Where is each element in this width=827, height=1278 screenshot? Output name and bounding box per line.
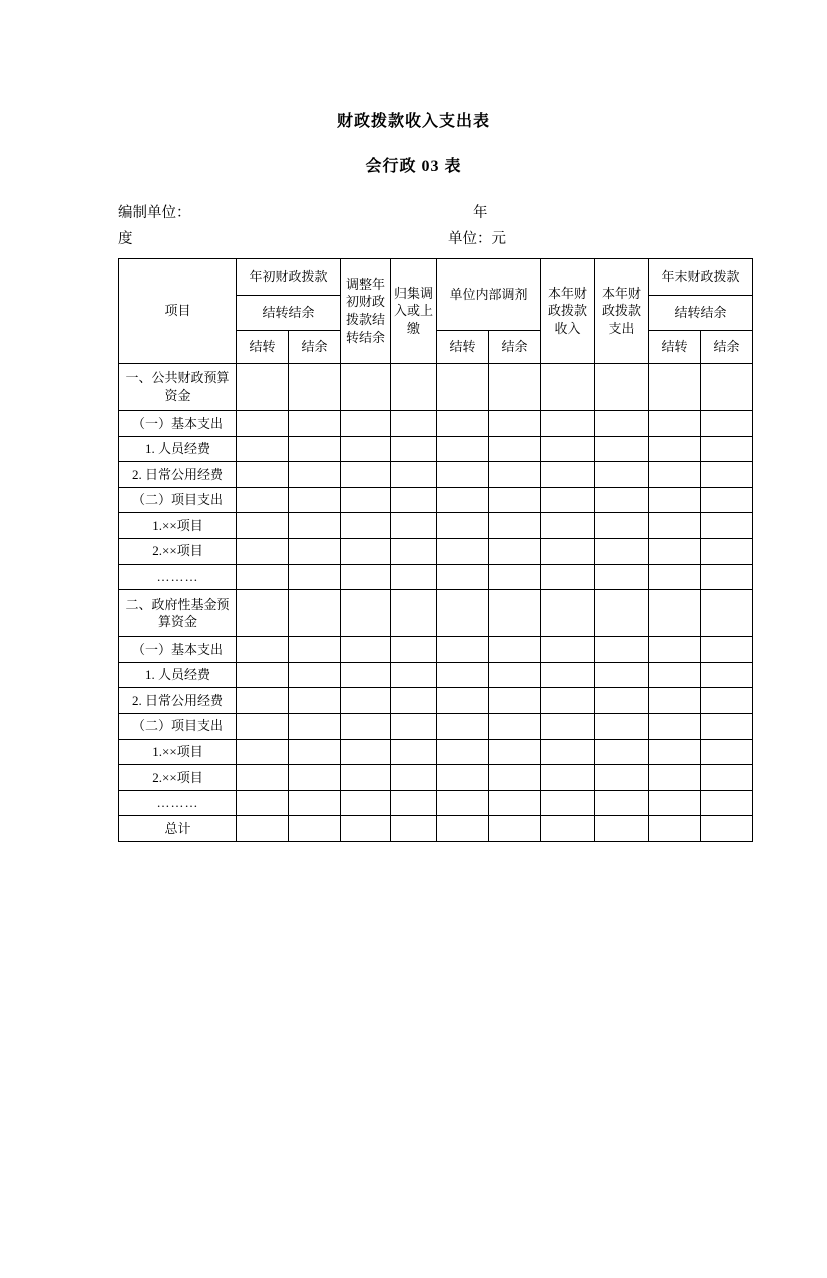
- cell-collect-up[interactable]: [391, 564, 437, 590]
- cell-end-carryover[interactable]: [649, 564, 701, 590]
- cell-end-balance[interactable]: [701, 765, 753, 791]
- header-end-alloc: 年末财政拨款: [649, 259, 753, 296]
- cell-collect-up[interactable]: [391, 688, 437, 714]
- cell-year-expense[interactable]: [595, 790, 649, 816]
- cell-begin-carryover[interactable]: [237, 765, 289, 791]
- cell-internal-balance[interactable]: [489, 713, 541, 739]
- cell-collect-up[interactable]: [391, 487, 437, 513]
- cell-begin-balance[interactable]: [289, 688, 341, 714]
- cell-internal-carryover[interactable]: [437, 662, 489, 688]
- cell-internal-balance[interactable]: [489, 436, 541, 462]
- table-row: [119, 713, 753, 739]
- cell-internal-carryover[interactable]: [437, 487, 489, 513]
- cell-internal-balance[interactable]: [489, 513, 541, 539]
- cell-year-expense[interactable]: [595, 816, 649, 842]
- table-row: [119, 790, 753, 816]
- cell-end-balance[interactable]: [701, 739, 753, 765]
- meta-row-1: [118, 200, 739, 226]
- cell-begin-balance[interactable]: [289, 513, 341, 539]
- cell-internal-balance[interactable]: [489, 487, 541, 513]
- table-row: [119, 462, 753, 488]
- table-row: [119, 688, 753, 714]
- cell-adjust-begin[interactable]: [341, 364, 391, 411]
- cell-year-expense[interactable]: [595, 637, 649, 663]
- header-end-carry-title: 结转结余: [649, 296, 753, 331]
- cell-internal-balance[interactable]: [489, 411, 541, 437]
- cell-internal-carryover[interactable]: [437, 637, 489, 663]
- cell-internal-carryover[interactable]: [437, 790, 489, 816]
- table-body: [119, 364, 753, 842]
- header-begin-balance: 结余: [289, 331, 341, 364]
- cell-year-revenue[interactable]: [541, 462, 595, 488]
- row-label: 1. 人员经费: [119, 662, 237, 688]
- cell-end-carryover[interactable]: [649, 739, 701, 765]
- cell-adjust-begin[interactable]: [341, 790, 391, 816]
- cell-end-balance[interactable]: [701, 364, 753, 411]
- cell-begin-balance[interactable]: [289, 538, 341, 564]
- cell-adjust-begin[interactable]: [341, 411, 391, 437]
- cell-internal-balance[interactable]: [489, 739, 541, 765]
- header-year-revenue: 本年财政拨款收入: [541, 259, 595, 364]
- cell-end-carryover[interactable]: [649, 765, 701, 791]
- cell-end-carryover[interactable]: [649, 637, 701, 663]
- cell-begin-carryover[interactable]: [237, 816, 289, 842]
- cell-year-expense[interactable]: [595, 564, 649, 590]
- cell-internal-carryover[interactable]: [437, 364, 489, 411]
- cell-year-expense[interactable]: [595, 364, 649, 411]
- row-label: 2.××项目: [119, 765, 237, 791]
- row-label: 2. 日常公用经费: [119, 688, 237, 714]
- cell-internal-carryover[interactable]: [437, 713, 489, 739]
- cell-internal-carryover[interactable]: [437, 564, 489, 590]
- cell-internal-balance[interactable]: [489, 590, 541, 637]
- cell-adjust-begin[interactable]: [341, 590, 391, 637]
- cell-adjust-begin[interactable]: [341, 688, 391, 714]
- cell-internal-balance[interactable]: [489, 662, 541, 688]
- cell-end-carryover[interactable]: [649, 713, 701, 739]
- cell-begin-carryover[interactable]: [237, 436, 289, 462]
- cell-begin-carryover[interactable]: [237, 713, 289, 739]
- cell-end-carryover[interactable]: [649, 590, 701, 637]
- header-internal-adjust: 单位内部调剂: [437, 259, 541, 331]
- cell-internal-carryover[interactable]: [437, 462, 489, 488]
- cell-internal-balance[interactable]: [489, 790, 541, 816]
- cell-internal-carryover[interactable]: [437, 688, 489, 714]
- cell-collect-up[interactable]: [391, 538, 437, 564]
- cell-adjust-begin[interactable]: [341, 637, 391, 663]
- cell-end-balance[interactable]: [701, 816, 753, 842]
- table-row: [119, 364, 753, 411]
- row-label: ………: [119, 564, 237, 590]
- cell-begin-balance[interactable]: [289, 364, 341, 411]
- cell-year-revenue[interactable]: [541, 564, 595, 590]
- cell-year-revenue[interactable]: [541, 411, 595, 437]
- cell-internal-carryover[interactable]: [437, 411, 489, 437]
- cell-year-expense[interactable]: [595, 436, 649, 462]
- row-label: （二）项目支出: [119, 487, 237, 513]
- cell-end-carryover[interactable]: [649, 436, 701, 462]
- cell-internal-balance[interactable]: [489, 462, 541, 488]
- cell-adjust-begin[interactable]: [341, 462, 391, 488]
- cell-begin-balance[interactable]: [289, 790, 341, 816]
- cell-collect-up[interactable]: [391, 765, 437, 791]
- cell-begin-balance[interactable]: [289, 713, 341, 739]
- cell-internal-balance[interactable]: [489, 564, 541, 590]
- cell-year-revenue[interactable]: [541, 765, 595, 791]
- cell-year-expense[interactable]: [595, 713, 649, 739]
- cell-internal-carryover[interactable]: [437, 538, 489, 564]
- cell-end-balance[interactable]: [701, 713, 753, 739]
- cell-end-balance[interactable]: [701, 564, 753, 590]
- cell-end-balance[interactable]: [701, 688, 753, 714]
- cell-year-revenue[interactable]: [541, 513, 595, 539]
- cell-adjust-begin[interactable]: [341, 564, 391, 590]
- cell-begin-carryover[interactable]: [237, 564, 289, 590]
- cell-year-revenue[interactable]: [541, 713, 595, 739]
- cell-year-revenue[interactable]: [541, 739, 595, 765]
- table-row: [119, 564, 753, 590]
- cell-begin-carryover[interactable]: [237, 462, 289, 488]
- cell-year-revenue[interactable]: [541, 487, 595, 513]
- cell-internal-carryover[interactable]: [437, 739, 489, 765]
- header-begin-carry-title: 结转结余: [237, 296, 341, 331]
- cell-begin-carryover[interactable]: [237, 739, 289, 765]
- cell-begin-balance[interactable]: [289, 637, 341, 663]
- cell-begin-carryover[interactable]: [237, 538, 289, 564]
- prepared-by-label: 编制单位：: [118, 205, 191, 221]
- cell-end-balance[interactable]: [701, 790, 753, 816]
- year-label: 年: [473, 205, 488, 221]
- page-subtitle: 会行政 03 表: [365, 158, 462, 175]
- cell-begin-carryover[interactable]: [237, 688, 289, 714]
- header-adjust-begin: 调整年初财政拨款结转结余: [341, 259, 391, 364]
- cell-year-revenue[interactable]: [541, 816, 595, 842]
- table-row: [119, 513, 753, 539]
- cell-year-revenue[interactable]: [541, 662, 595, 688]
- row-label: 2.××项目: [119, 538, 237, 564]
- cell-collect-up[interactable]: [391, 590, 437, 637]
- cell-begin-balance[interactable]: [289, 462, 341, 488]
- cell-begin-balance[interactable]: [289, 487, 341, 513]
- cell-adjust-begin[interactable]: [341, 436, 391, 462]
- cell-end-carryover[interactable]: [649, 790, 701, 816]
- cell-begin-balance[interactable]: [289, 816, 341, 842]
- cell-end-balance[interactable]: [701, 436, 753, 462]
- row-label: 二、政府性基金预算资金: [119, 590, 237, 637]
- table-row: [119, 411, 753, 437]
- cell-begin-balance[interactable]: [289, 564, 341, 590]
- table-row: [119, 590, 753, 637]
- table-row: [119, 765, 753, 791]
- cell-end-balance[interactable]: [701, 662, 753, 688]
- cell-internal-balance[interactable]: [489, 364, 541, 411]
- table-row: [119, 487, 753, 513]
- cell-internal-balance[interactable]: [489, 765, 541, 791]
- row-label: 1. 人员经费: [119, 436, 237, 462]
- cell-internal-balance[interactable]: [489, 538, 541, 564]
- cell-begin-carryover[interactable]: [237, 790, 289, 816]
- table-row-total: [119, 816, 753, 842]
- cell-year-expense[interactable]: [595, 538, 649, 564]
- header-end-balance: 结余: [701, 331, 753, 364]
- cell-end-balance[interactable]: [701, 411, 753, 437]
- cell-internal-carryover[interactable]: [437, 590, 489, 637]
- cell-year-revenue[interactable]: [541, 637, 595, 663]
- financial-allocation-table: [118, 258, 753, 842]
- cell-begin-balance[interactable]: [289, 436, 341, 462]
- cell-begin-balance[interactable]: [289, 765, 341, 791]
- cell-adjust-begin[interactable]: [341, 765, 391, 791]
- cell-begin-carryover[interactable]: [237, 364, 289, 411]
- cell-begin-carryover[interactable]: [237, 487, 289, 513]
- cell-collect-up[interactable]: [391, 637, 437, 663]
- table-row: [119, 739, 753, 765]
- cell-end-balance[interactable]: [701, 637, 753, 663]
- cell-internal-balance[interactable]: [489, 688, 541, 714]
- cell-adjust-begin[interactable]: [341, 513, 391, 539]
- cell-collect-up[interactable]: [391, 816, 437, 842]
- cell-end-carryover[interactable]: [649, 662, 701, 688]
- cell-year-revenue[interactable]: [541, 364, 595, 411]
- cell-year-expense[interactable]: [595, 487, 649, 513]
- cell-end-balance[interactable]: [701, 487, 753, 513]
- cell-adjust-begin[interactable]: [341, 487, 391, 513]
- unit-label: 单位：元: [448, 231, 506, 247]
- row-label: （二）项目支出: [119, 713, 237, 739]
- cell-internal-carryover[interactable]: [437, 436, 489, 462]
- cell-begin-balance[interactable]: [289, 739, 341, 765]
- cell-begin-balance[interactable]: [289, 662, 341, 688]
- table-row: [119, 662, 753, 688]
- cell-adjust-begin[interactable]: [341, 713, 391, 739]
- cell-end-balance[interactable]: [701, 538, 753, 564]
- header-year-expense: 本年财政拨款支出: [595, 259, 649, 364]
- header-begin-carryover: 结转: [237, 331, 289, 364]
- cell-end-carryover[interactable]: [649, 487, 701, 513]
- document-page: [0, 108, 827, 1278]
- cell-end-carryover[interactable]: [649, 462, 701, 488]
- cell-internal-carryover[interactable]: [437, 765, 489, 791]
- cell-year-expense[interactable]: [595, 765, 649, 791]
- cell-end-carryover[interactable]: [649, 513, 701, 539]
- cell-year-revenue[interactable]: [541, 590, 595, 637]
- cell-begin-carryover[interactable]: [237, 637, 289, 663]
- cell-adjust-begin[interactable]: [341, 739, 391, 765]
- cell-internal-balance[interactable]: [489, 637, 541, 663]
- meta-row-2: [118, 226, 739, 252]
- cell-collect-up[interactable]: [391, 662, 437, 688]
- cell-year-expense[interactable]: [595, 513, 649, 539]
- cell-year-revenue[interactable]: [541, 790, 595, 816]
- cell-end-balance[interactable]: [701, 513, 753, 539]
- cell-year-revenue[interactable]: [541, 538, 595, 564]
- cell-collect-up[interactable]: [391, 513, 437, 539]
- header-begin-alloc: 年初财政拨款: [237, 259, 341, 296]
- cell-year-revenue[interactable]: [541, 688, 595, 714]
- cell-year-expense[interactable]: [595, 462, 649, 488]
- row-label: 2. 日常公用经费: [119, 462, 237, 488]
- page-title: 财政拨款收入支出表: [336, 113, 490, 130]
- header-internal-balance: 结余: [489, 331, 541, 364]
- row-label: （一）基本支出: [119, 411, 237, 437]
- document-meta: [0, 200, 827, 252]
- cell-collect-up[interactable]: [391, 790, 437, 816]
- header-row-1: [119, 259, 753, 296]
- header-collect-up: 归集调入或上缴: [391, 259, 437, 364]
- cell-year-expense[interactable]: [595, 662, 649, 688]
- cell-end-balance[interactable]: [701, 462, 753, 488]
- cell-begin-carryover[interactable]: [237, 662, 289, 688]
- cell-year-expense[interactable]: [595, 688, 649, 714]
- cell-begin-balance[interactable]: [289, 590, 341, 637]
- cell-begin-carryover[interactable]: [237, 590, 289, 637]
- cell-year-expense[interactable]: [595, 739, 649, 765]
- table-row: [119, 637, 753, 663]
- cell-year-expense[interactable]: [595, 411, 649, 437]
- cell-collect-up[interactable]: [391, 411, 437, 437]
- cell-internal-carryover[interactable]: [437, 513, 489, 539]
- row-label: ………: [119, 790, 237, 816]
- cell-end-carryover[interactable]: [649, 688, 701, 714]
- cell-end-carryover[interactable]: [649, 411, 701, 437]
- row-label: 1.××项目: [119, 739, 237, 765]
- cell-adjust-begin[interactable]: [341, 662, 391, 688]
- cell-begin-balance[interactable]: [289, 411, 341, 437]
- table-row: [119, 538, 753, 564]
- cell-end-balance[interactable]: [701, 590, 753, 637]
- cell-year-expense[interactable]: [595, 590, 649, 637]
- cell-adjust-begin[interactable]: [341, 816, 391, 842]
- header-item: 项目: [119, 259, 237, 364]
- header-internal-carryover: 结转: [437, 331, 489, 364]
- cell-collect-up[interactable]: [391, 462, 437, 488]
- table-header: [119, 259, 753, 364]
- row-label: （一）基本支出: [119, 637, 237, 663]
- table-row: [119, 436, 753, 462]
- cell-begin-carryover[interactable]: [237, 411, 289, 437]
- cell-year-revenue[interactable]: [541, 436, 595, 462]
- cell-end-carryover[interactable]: [649, 538, 701, 564]
- row-label: 1.××项目: [119, 513, 237, 539]
- cell-collect-up[interactable]: [391, 364, 437, 411]
- cell-collect-up[interactable]: [391, 436, 437, 462]
- degree-label: 度: [118, 231, 133, 247]
- cell-internal-balance[interactable]: [489, 816, 541, 842]
- row-label: 一、公共财政预算资金: [119, 364, 237, 411]
- cell-collect-up[interactable]: [391, 713, 437, 739]
- cell-begin-carryover[interactable]: [237, 513, 289, 539]
- cell-adjust-begin[interactable]: [341, 538, 391, 564]
- row-label: 总计: [119, 816, 237, 842]
- cell-end-carryover[interactable]: [649, 364, 701, 411]
- cell-end-carryover[interactable]: [649, 816, 701, 842]
- cell-collect-up[interactable]: [391, 739, 437, 765]
- cell-internal-carryover[interactable]: [437, 816, 489, 842]
- header-end-carryover: 结转: [649, 331, 701, 364]
